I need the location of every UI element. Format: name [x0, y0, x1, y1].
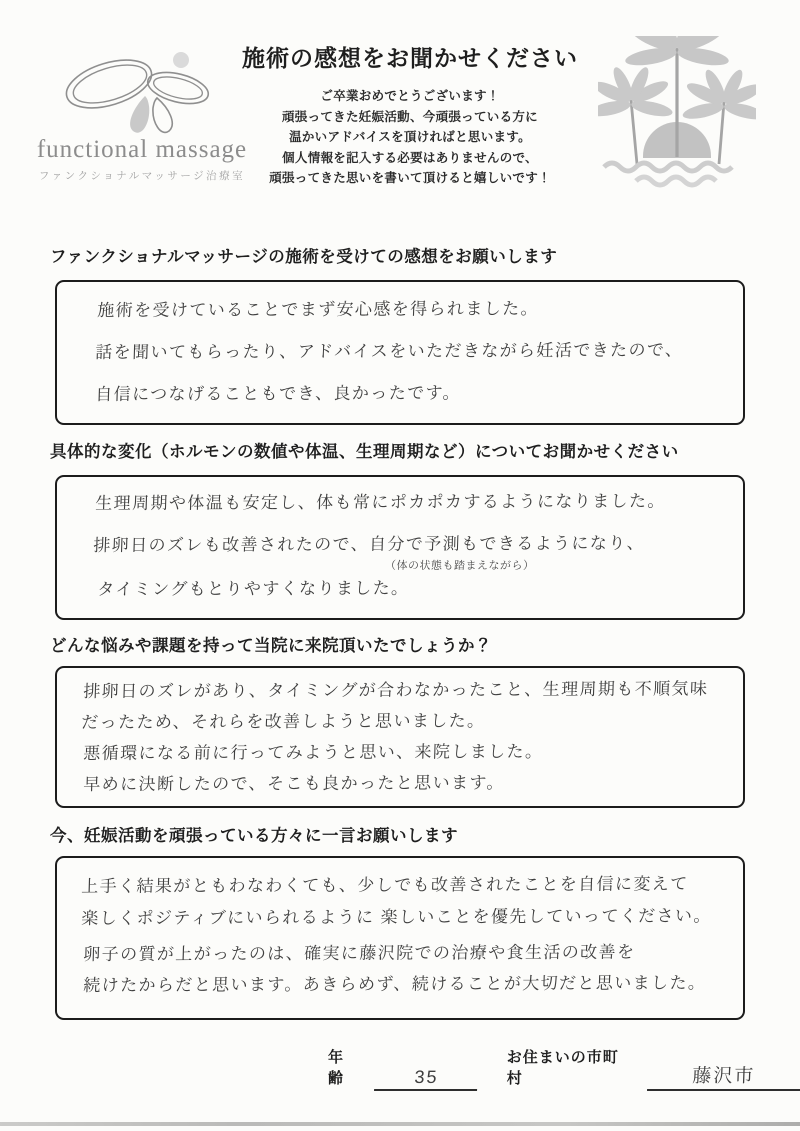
handwritten-line: 上手く結果がともわなわくても、少しでも改善されたことを自信に変えて [81, 874, 689, 896]
section-heading-changes: 具体的な変化（ホルモンの数値や体温、生理周期など）についてお聞かせください [50, 443, 679, 461]
intro-line: ご卒業おめでとうございます！ [320, 89, 500, 103]
handwritten-line: タイミングもとりやすくなりました。 [97, 578, 410, 599]
section-heading-impressions: ファンクショナルマッサージの施術を受けての感想をお願いします [50, 248, 558, 266]
handwritten-line: だったため、それらを改善しようと思いました。 [81, 711, 486, 732]
age-value: 35 [374, 1067, 479, 1091]
intro-message [225, 86, 595, 189]
handwritten-line: 楽しくポジティブにいられるように 楽しいことを優先していってください。 [81, 906, 713, 928]
handwritten-line: 排卵日のズレも改善されたので、自分で予測もできるようになり、 [93, 533, 646, 555]
handwritten-line: 自信につなげることもでき、良かったです。 [95, 383, 462, 404]
age-label: 年齢 [328, 1049, 345, 1087]
handwritten-annotation: （体の状態も踏まえながら） [384, 560, 535, 572]
intro-line: 個人情報を記入する必要はありませんので、 [282, 150, 538, 165]
logo-dot [173, 52, 189, 68]
handwritten-line: 話を聞いてもらったり、アドバイスをいただきながら妊活できたので、 [95, 340, 684, 362]
handwritten-line: 続けたからだと思います。あきらめず、続けることが大切だと思いました。 [83, 973, 707, 995]
intro-line: 頑張ってきた思いを書いて頂けると嬉しいです！ [269, 171, 551, 185]
palm-island-icon [598, 36, 756, 188]
handwritten-line: 悪循環になる前に行ってみようと思い、来院しました。 [83, 741, 544, 763]
handwritten-line: 排卵日のズレがあり、タイミングが合わなかったこと、生理周期も不順気味 [83, 679, 709, 701]
handwritten-line: 生理周期や体温も安定し、体も常にポカポカするようになりました。 [95, 491, 667, 513]
handwritten-line: 早めに決断したので、そこも良かったと思います。 [83, 773, 506, 794]
city-label: お住まいの市町村 [506, 1049, 619, 1087]
respondent-info [328, 1046, 800, 1091]
answer-box-concerns [55, 666, 745, 808]
handwritten-line: 施術を受けていることでまず安心感を得られました。 [97, 299, 540, 320]
logo-text-jp: ファンクショナルマッサージ治療室 [38, 170, 246, 182]
intro-line: 温かいアドバイスを頂ければと思います。 [289, 130, 531, 144]
answer-box-impressions [55, 280, 745, 425]
handwritten-line: 卵子の質が上がったのは、確実に藤沢院での治療や食生活の改善を [83, 942, 636, 964]
intro-line: 頑張ってきた妊娠活動、今頑張っている方に [281, 109, 538, 124]
section-heading-message: 今、妊娠活動を頑張っている方々に一言お願いします [50, 827, 458, 845]
logo-text-en: functional massage [36, 136, 248, 163]
city-value: 藤沢市 [647, 1061, 800, 1091]
page-title: 施術の感想をお聞かせください [242, 45, 578, 71]
answer-box-changes [55, 475, 745, 620]
butterfly-ribbon-icon [57, 48, 227, 134]
answer-box-message [55, 856, 745, 1020]
scan-edge-line [0, 1122, 800, 1126]
section-heading-concerns: どんな悩みや課題を持って当院に来院頂いたでしょうか？ [50, 637, 492, 655]
